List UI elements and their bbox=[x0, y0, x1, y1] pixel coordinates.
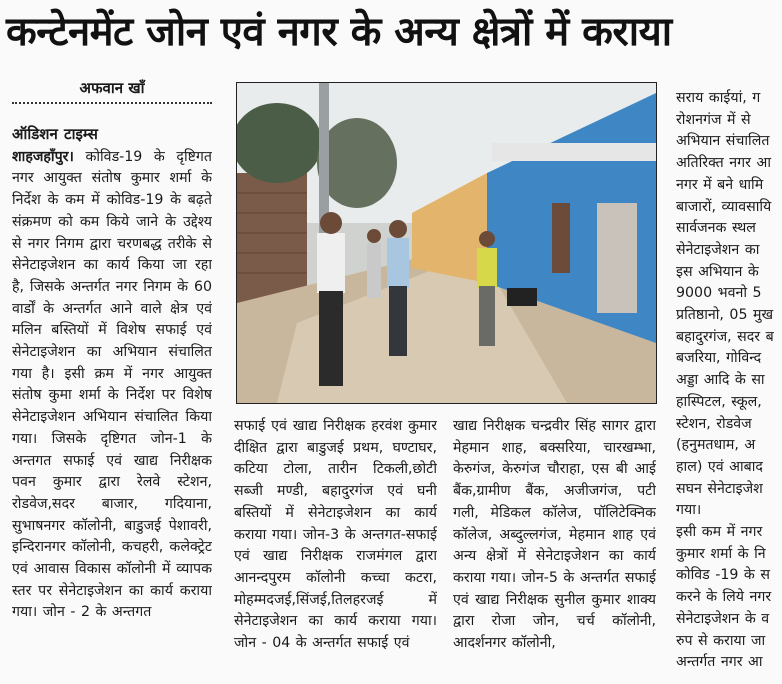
column-4-line: कुमार शर्मा के नि bbox=[676, 545, 766, 562]
column-4-line: सेनेटाइजेशन के व bbox=[676, 610, 770, 627]
column-4-line: अड्डा आदि के सा bbox=[676, 372, 765, 389]
column-1-text: कोविड-19 के दृष्टिगत नगर आयुक्त संतोष कुमार शर्मा के निर्देश के कम में कोविड-19 के बढ़ते संक्रमण को कम किये जाने के उद्देश्य से नगर निगम द्वारा चरणबद्ध तरीके से सेनेटाइजेशन का कार्य किया जा रहा है, जिसके अन्तर्गत नगर निगम के 60 वार्डों के अन्तर्गत आने वाले क्षेत्र एवं मलिन बस्तियों में विशेष सफाई एवं सेनेटाइजेशन का अभियान संचालित गया है। इसी क्रम में नगर आयुक्त संतोष कुमा शर्मा के निर्देश पर विशेष सेनेटाइजेशन अभियान संचालित किया गया। जिसके दृष्टिगत जोन-1 के अन्तगत सफाई एवं खाद्य निरीक्षक पवन कुमार द्वारा रेलवे स्टेशन, रोडवेज,सदर बाजार, गदियाना, सुभाषनगर कॉलोनी, बाडुजई पेशावरी, इन्दिरानगर कॉलोनी, कचहरी, कलेक्ट्रेट एवं आवास विकास कॉलोनी में व्यापक स्तर पर सेनेटाइजेशन का कार्य कराया गया। जोन - 2 के अन्तगत bbox=[12, 148, 212, 621]
article-column-4 bbox=[676, 88, 782, 684]
column-4-line: बाजारों, व्यावसायि bbox=[676, 198, 772, 215]
byline-divider bbox=[12, 102, 212, 104]
column-4-line: रोशनगंज में से bbox=[676, 111, 751, 128]
column-4-line: स्टेशन, रोडवेज bbox=[676, 415, 752, 432]
column-4-line: 9000 भवनो 5 bbox=[676, 285, 762, 302]
column-4-line: गया। bbox=[676, 502, 702, 519]
column-4-line: अन्तर्गत नगर आ bbox=[676, 654, 763, 671]
agency-label: ऑडिशन टाइम्स bbox=[12, 125, 98, 143]
column-4-line: सेनेटाइजेशन का bbox=[676, 241, 760, 258]
column-4-line: (हनुमतधाम, अ bbox=[676, 437, 756, 454]
column-4-line: अभियान संचालित bbox=[676, 133, 770, 150]
column-4-line: नगर में बने धामि bbox=[676, 176, 764, 193]
article-column-2 bbox=[234, 416, 437, 684]
news-photo bbox=[236, 82, 657, 404]
column-4-line: करने के लिये नगर bbox=[676, 589, 772, 606]
byline: अफवान खाँ bbox=[79, 79, 145, 97]
dateline: शाहजहाँपुर। bbox=[12, 148, 74, 165]
column-4-line: इस अभियान के bbox=[676, 263, 759, 280]
column-4-line: इसी कम में नगर bbox=[676, 524, 763, 541]
column-4-line: हास्पिटल, स्कूल, bbox=[676, 393, 762, 410]
column-2-text: सफाई एवं खाद्य निरीक्षक हरवंश कुमार दीक्षित द्वारा बाडुजई प्रथम, घण्टाघर, कटिया टोला, तारीन टिकली,छोटी सब्जी मण्डी, बहादुरगंज एवं घनी बस्तियों में सेनेटाइजेशन का कार्य कराया गया। जोन-3 के अन्तगत-सफाई एवं खाद्य निरीक्षक राजमंगल द्वारा आनन्दपुरम कॉलोनी कच्चा कटरा, मोहम्मदजई,सिंजई,तिलहरजई में सेनेटाइजेशन का कार्य कराया गया। जोन - 04 के अन्तर्गत सफाई एवं bbox=[234, 418, 437, 652]
column-4-line: सराय काईयां, ग bbox=[676, 90, 761, 106]
column-4-line: कोविड -19 के स bbox=[676, 567, 770, 584]
column-4-line: सघन सेनेटाइजेश bbox=[676, 480, 763, 497]
column-3-text: खाद्य निरीक्षक चन्द्रवीर सिंह सागर द्वारा मेहमान शाह, बक्सरिया, चारखम्भा, केरुगंज, केरुगंज चौराहा, एस बी आई बैंक,ग्रामीण बैंक, अजीजगंज, पटी गली, मेडिकल कॉलेज, पॉलिटेक्निक कॉलेज, अब्दुल्लगंज, मेहमान शाह एवं अन्य क्षेत्रों में सेनेटाइजेशन का कार्य कराया गया। जोन-5 के अन्तर्गत सफाई एवं खाद्य निरीक्षक सुनील कुमार शाक्य द्वारा रोजा जोन, चर्च कॉलोनी, आदर्शनगर कॉलोनी, bbox=[453, 418, 656, 652]
column-4-line: बहादुरगंज, सदर ब bbox=[676, 328, 774, 345]
column-4-line: अतिरिक्त नगर आ bbox=[676, 155, 771, 172]
column-4-line: हाल) एवं आबाद bbox=[676, 458, 763, 475]
column-4-line: सार्वजनक स्थल bbox=[676, 220, 756, 237]
column-4-line: रुप से कराया जा bbox=[676, 632, 766, 649]
article-column-1 bbox=[12, 124, 212, 684]
column-4-line: बजरिया, गोविन्द bbox=[676, 350, 762, 367]
article-column-3 bbox=[453, 416, 656, 684]
column-4-line: प्रतिष्ठानो, 05 मुख bbox=[676, 307, 774, 324]
headline: कन्टेनमेंट जोन एवं नगर के अन्य क्षेत्रों में कराया bbox=[6, 9, 672, 55]
